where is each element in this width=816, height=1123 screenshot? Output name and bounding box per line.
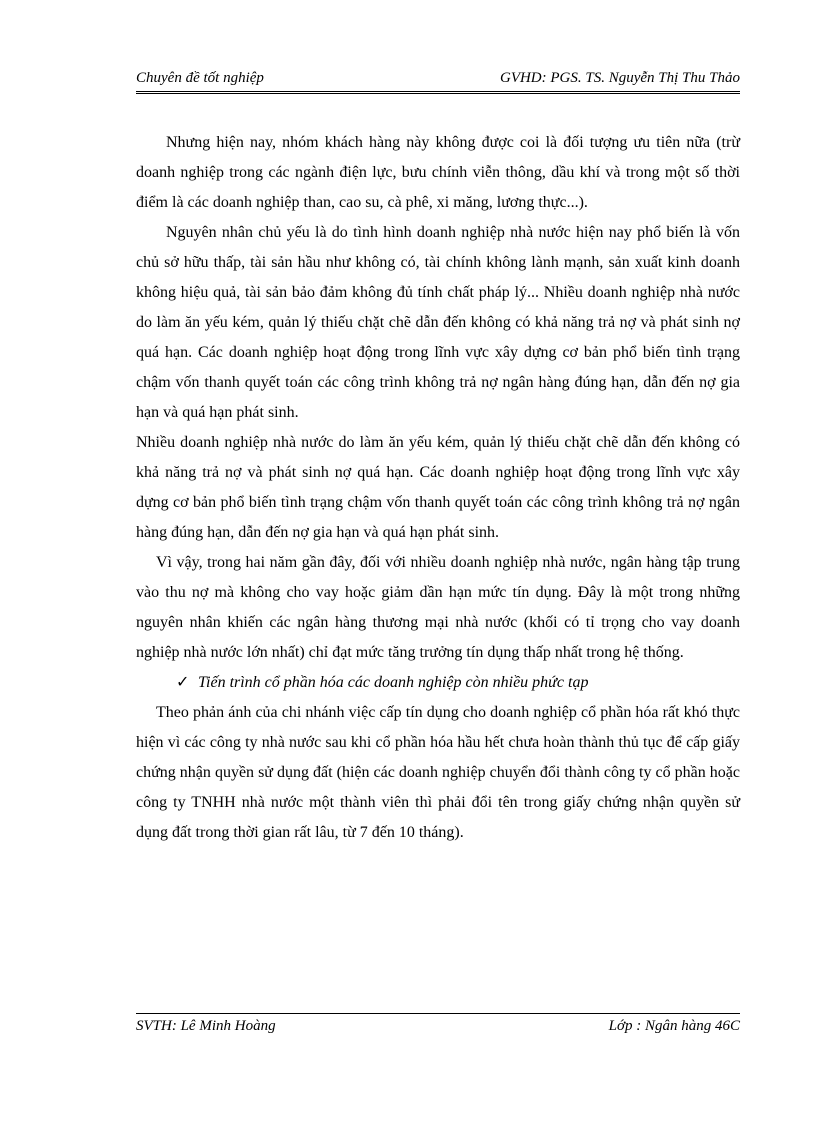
section-subheading xyxy=(136,668,740,698)
footer-class: Lớp : Ngân hàng 46C xyxy=(608,1018,740,1034)
paragraph-5: Theo phản ánh của chi nhánh việc cấp tín dụng cho doanh nghiệp cổ phần hóa rất khó thực hiện vì các công ty nhà nước sau khi cổ phần hóa hầu hết chưa hoàn thành thủ tục để cấp giấy chứng nhận quyền sử dụng đất (hiện các doanh nghiệp chuyển đổi thành công ty cổ phần hoặc công ty TNHH nhà nước một thành viên thì phải đổi tên trong giấy chứng nhận quyền sử dụng đất trong thời gian rất lâu, từ 7 đến 10 tháng). xyxy=(136,704,740,841)
header-supervisor: GVHD: PGS. TS. Nguyễn Thị Thu Thảo xyxy=(499,70,740,86)
header-divider xyxy=(136,91,740,94)
page-footer xyxy=(136,1018,740,1040)
page-header xyxy=(136,70,740,92)
paragraph-1: Nhưng hiện nay, nhóm khách hàng này không được coi là đối tượng ưu tiên nữa (trừ doanh nghiệp trong các ngành điện lực, bưu chính viễn thông, dầu khí và trong một số thời điểm là các doanh nghiệp than, cao su, cà phê, xi măng, lương thực...). xyxy=(136,134,740,211)
footer-divider xyxy=(136,1013,740,1014)
subheading-text: Tiến trình cổ phần hóa các doanh nghiệp còn nhiều phức tạp xyxy=(198,674,589,691)
header-title: Chuyên đề tốt nghiệp xyxy=(136,70,264,86)
page-body xyxy=(136,128,740,848)
paragraph-4: Vì vậy, trong hai năm gần đây, đối với nhiều doanh nghiệp nhà nước, ngân hàng tập trung vào thu nợ mà không cho vay hoặc giảm dần hạn mức tín dụng. Đây là một trong những nguyên nhân khiến các ngân hàng thương mại nhà nước (khối có tỉ trọng cho vay doanh nghiệp nhà nước lớn nhất) chỉ đạt mức tăng trưởng tín dụng thấp nhất trong hệ thống. xyxy=(136,554,740,661)
paragraph-2: Nguyên nhân chủ yếu là do tình hình doanh nghiệp nhà nước hiện nay phổ biến là vốn chủ sở hữu thấp, tài sản hầu như không có, tài chính không lành mạnh, sản xuất kinh doanh không hiệu quả, tài sản bảo đảm không đủ tính chất pháp lý... Nhiều doanh nghiệp nhà nước do làm ăn yếu kém, quản lý thiếu chặt chẽ dẫn đến không có khả năng trả nợ và phát sinh nợ quá hạn. Các doanh nghiệp hoạt động trong lĩnh vực xây dựng cơ bản phổ biến tình trạng chậm vốn thanh quyết toán các công trình không trả nợ ngân hàng đúng hạn, dẫn đến nợ gia hạn và quá hạn phát sinh. xyxy=(136,224,740,421)
checkmark-icon: ✓ xyxy=(176,674,190,691)
footer-student: SVTH: Lê Minh Hoàng xyxy=(136,1018,276,1034)
paragraph-3: Nhiều doanh nghiệp nhà nước do làm ăn yếu kém, quản lý thiếu chặt chẽ dẫn đến không có khả năng trả nợ và phát sinh nợ quá hạn. Các doanh nghiệp hoạt động trong lĩnh vực xây dựng cơ bản phổ biến tình trạng chậm vốn thanh quyết toán các công trình không trả nợ ngân hàng đúng hạn, dẫn đến nợ gia hạn và quá hạn phát sinh. xyxy=(136,434,740,541)
